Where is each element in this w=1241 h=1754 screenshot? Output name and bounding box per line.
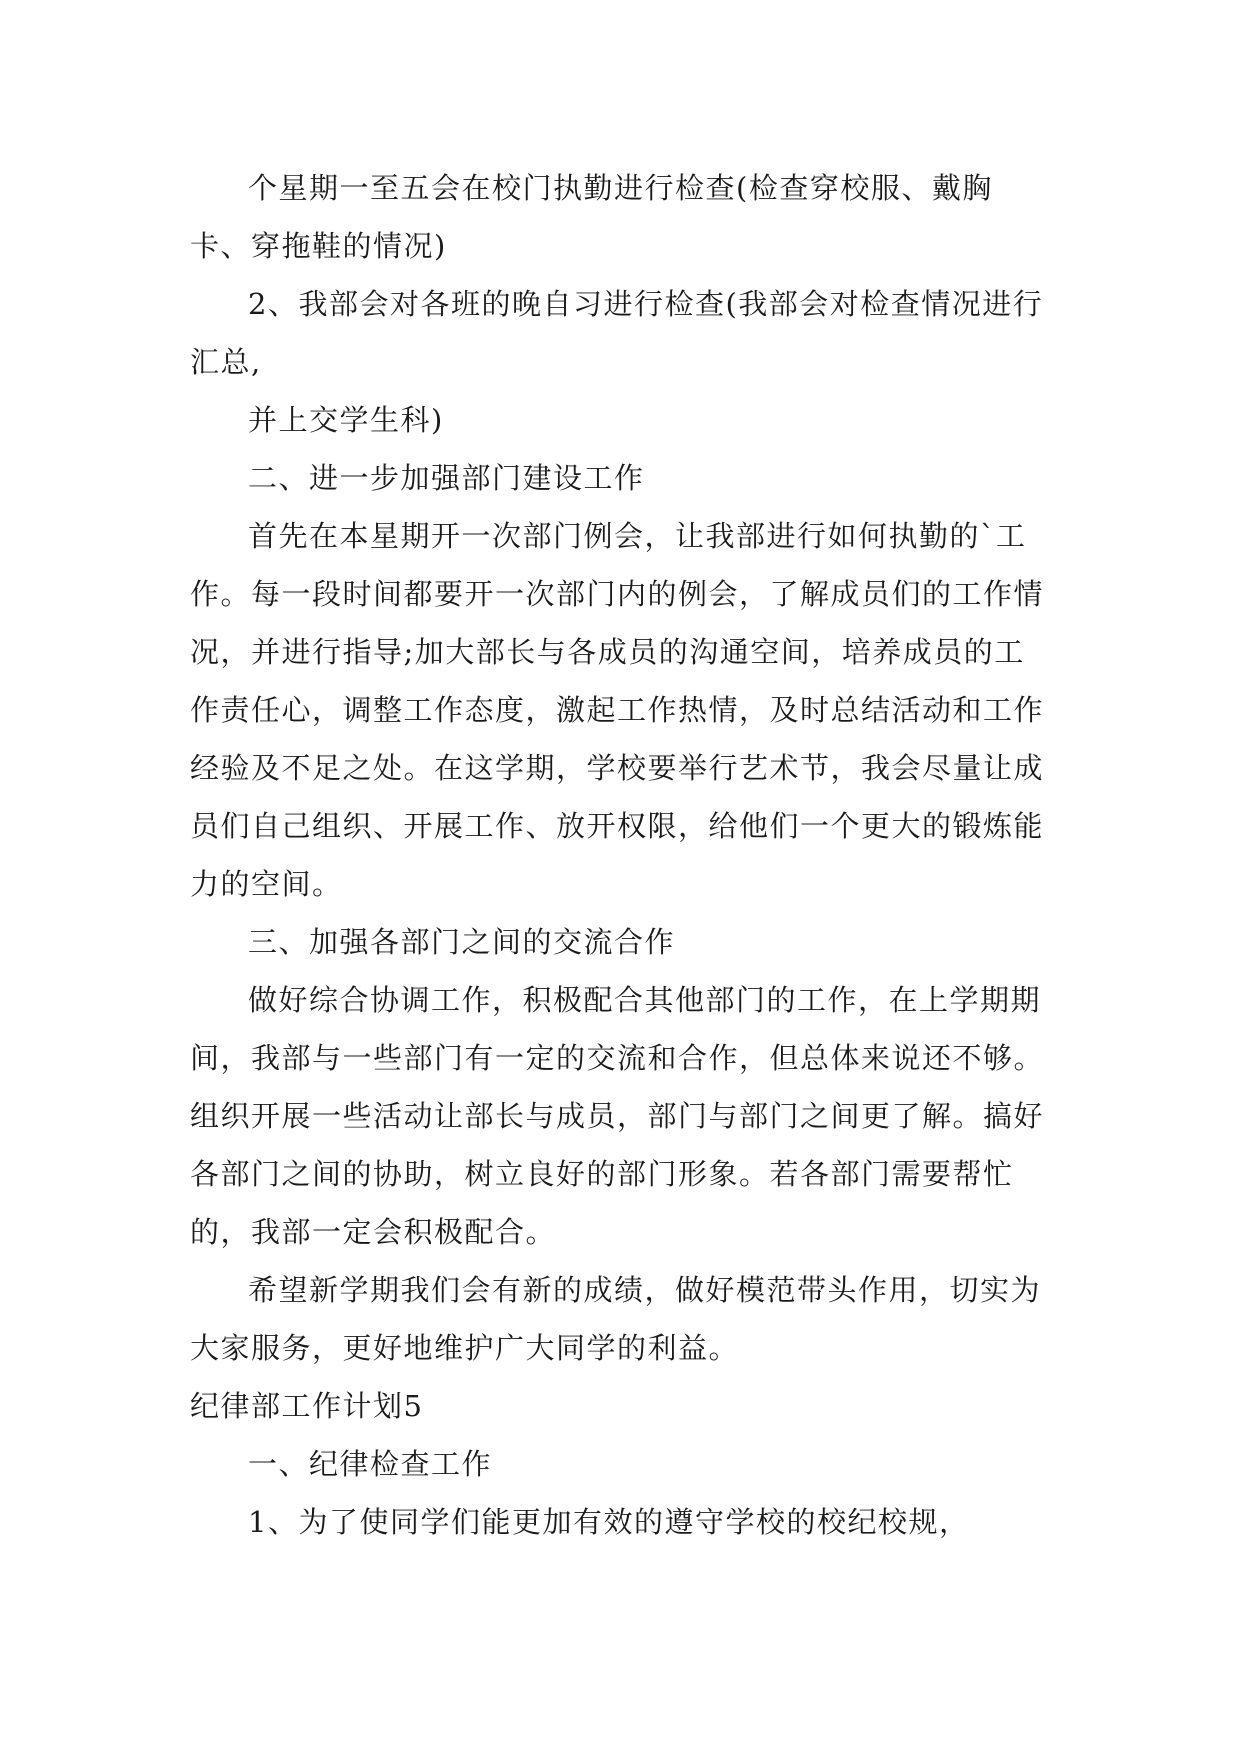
section-heading-2: 二、进一步加强部门建设工作 xyxy=(248,461,645,495)
section-heading-1: 一、纪律检查工作 xyxy=(248,1447,493,1481)
paragraph-item-1: 1、为了使同学们能更加有效的遵守学校的校纪校规， xyxy=(248,1505,970,1539)
paragraph-department-building: 首先在本星期开一次部门例会，让我部进行如何执勤的`工作。每一段时间都要开一次部门内的例会，了解成员们的工作情况，并进行指导;加大部长与各成员的沟通空间，培养成员的工作责任心，调整工作态度，激起工作热情，及时总结活动和工作经验及不足之处。在这学期，学校要举行艺术节，我会尽量让成员们自己组织、开展工作、放开权限，给他们一个更大的锻炼能力的空间。 xyxy=(190,519,1045,901)
paragraph-item-2: 2、我部会对各班的晚自习进行检查(我部会对检查情况进行汇总, xyxy=(190,287,1044,379)
document-title-5: 纪律部工作计划5 xyxy=(190,1389,424,1423)
paragraph-item-2-continued: 并上交学生科) xyxy=(248,403,444,437)
paragraph-cooperation: 做好综合协调工作，积极配合其他部门的工作，在上学期期间，我部与一些部门有一定的交流和合作，但总体来说还不够。组织开展一些活动让部长与成员，部门与部门之间更了解。搞好各部门之间的协助，树立良好的部门形象。若各部门需要帮忙的，我部一定会积极配合。 xyxy=(190,983,1045,1249)
paragraph-closing: 希望新学期我们会有新的成绩，做好模范带头作用，切实为大家服务，更好地维护广大同学的利益。 xyxy=(190,1273,1042,1365)
paragraph-intro-continued: 个星期一至五会在校门执勤进行检查(检查穿校服、戴胸卡、穿拖鞋的情况) xyxy=(190,171,993,263)
document-body xyxy=(190,159,1050,1551)
section-heading-3: 三、加强各部门之间的交流合作 xyxy=(248,925,676,959)
